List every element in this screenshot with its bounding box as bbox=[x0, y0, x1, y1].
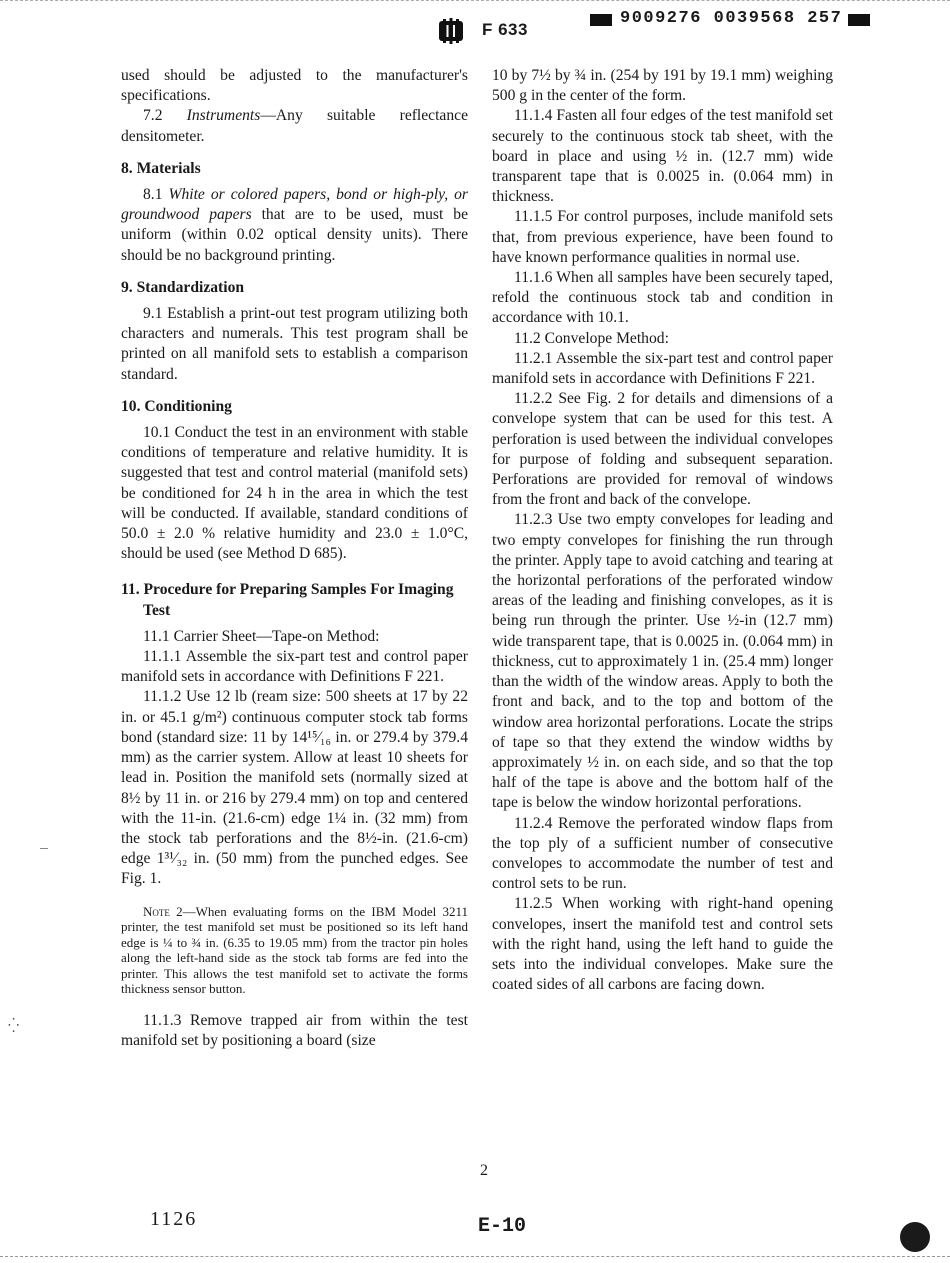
section-heading-11: 11. Procedure for Preparing Samples For Imaging Test bbox=[121, 581, 454, 619]
scan-edge-bottom bbox=[0, 1256, 950, 1258]
paragraph-11-2-1: 11.2.1 Assemble the six-part test and control paper manifold sets in accordance with Definitions F 221. bbox=[492, 349, 833, 388]
paragraph-11-1-5: 11.1.5 For control purposes, include manifold sets that, from previous experience, have been found to have known performance qualities in normal use. bbox=[492, 208, 833, 266]
footer-center-code: E-10 bbox=[478, 1215, 527, 1238]
page-number: 2 bbox=[480, 1162, 488, 1179]
paragraph-11-1-6: 11.1.6 When all samples have been securely taped, refold the continuous stock tab and condition in accordance with 10.1. bbox=[492, 269, 833, 327]
note-2: Note 2—When evaluating forms on the IBM Model 3211 printer, the test manifold set must be positioned so its left hand edge is ¼ to ¾ in. (6.35 to 19.05 mm) from the tractor pin holes along the left-hand side as the stock tab forms are fed into the printer. This allows the test manifold set to activate the forms thickness sensor button. bbox=[121, 903, 468, 997]
paragraph-10-1: 10.1 Conduct the test in an environment with stable conditions of temperature and relative humidity. It is suggested that test and control material (manifold sets) be conditioned for 24 h in the area in which the test will be conducted. If available, standard conditions of 50.0 ± 2.0 % relative humidity and 23.0 ± 1.0°C, should be used (see Method D 685). bbox=[121, 424, 468, 563]
barcode-mark-right bbox=[848, 14, 870, 26]
paragraph-11-2-5: 11.2.5 When working with right-hand opening convelopes, insert the manifold test and control sets with the right hand, using the left hand to guide the sets into the individual convelopes. Make sure the coated sides of all carbons are facing down. bbox=[492, 895, 833, 994]
scan-dash-mark bbox=[40, 848, 48, 849]
footer-left-code: 1126 bbox=[150, 1208, 198, 1230]
paragraph-11-1: 11.1 Carrier Sheet—Tape-on Method: bbox=[143, 627, 380, 645]
paragraph-7-2: 7.2 Instruments—Any suitable reflectance densitometer. bbox=[121, 107, 468, 145]
paragraph-11-1-2: 11.1.2 Use 12 lb (ream size: 500 sheets at 17 by 22 in. or 45.1 g/m²) continuous computer stock tab forms bond (standard size: 11 by 14¹⁵⁄₁₆ in. or 279.4 by 379.4 mm) as the carrier system. Allow at least 10 sheets for lead in. Position the manifold sets (normally sized at 8½ by 11 in. or 216 by 279.4 mm) on top and centered with the 11-in. (21.6-cm) edge 1¼ in. (32 mm) from the stock tab perforations and the 8½-in. (21.6-cm) edge 1³¹⁄₃₂ in. (50 mm) from the punched edges. See Fig. 1. bbox=[121, 688, 468, 888]
scan-blot-mark bbox=[900, 1222, 930, 1252]
paragraph-11-2-2: 11.2.2 See Fig. 2 for details and dimensions of a convelope system that can be used for this test. A perforation is used between the individual convelopes for purpose of folding and subsequent separation. Perforations are provided for removal of windows from the front and back of the convelope. bbox=[492, 390, 833, 509]
standard-designation: F 633 bbox=[482, 20, 528, 39]
paragraph-11-1-1: 11.1.1 Assemble the six-part test and control paper manifold sets in accordance with Definitions F 221. bbox=[121, 648, 468, 686]
paragraph: used should be adjusted to the manufacturer's specifications. bbox=[121, 67, 468, 105]
scan-speck-mark: ⁛ bbox=[8, 1019, 20, 1034]
document-code: 9009276 0039568 257 bbox=[620, 9, 843, 28]
paragraph: 10 by 7½ by ¾ in. (254 by 191 by 19.1 mm) weighing 500 g in the center of the form. bbox=[492, 67, 833, 105]
right-column bbox=[492, 66, 833, 995]
section-heading-10: 10. Conditioning bbox=[121, 397, 232, 415]
scan-edge-top bbox=[0, 0, 950, 3]
paragraph-8-1: 8.1 White or colored papers, bond or high-ply, or groundwood papers that are to be used, must be uniform (within 0.02 optical density units). There should be no background printing. bbox=[121, 186, 468, 264]
paragraph-11-1-4: 11.1.4 Fasten all four edges of the test manifold set securely to the continuous stock tab sheet, with the board in place and using ½ in. (12.7 mm) wide transparent tape that is 0.0025 in. (0.064 mm) in thickness. bbox=[492, 107, 833, 206]
paragraph-9-1: 9.1 Establish a print-out test program utilizing both characters and numerals. This test program shall be printed on all manifold sets to establish a comparison standard. bbox=[121, 305, 468, 383]
section-heading-8: 8. Materials bbox=[121, 159, 201, 177]
paragraph-11-2-4: 11.2.4 Remove the perforated window flaps from the top ply of a sufficient number of consecutive convelopes to accommodate the number of test and control sets to be run. bbox=[492, 814, 833, 893]
section-heading-9: 9. Standardization bbox=[121, 278, 245, 296]
paragraph-11-1-3: 11.1.3 Remove trapped air from within the test manifold set by positioning a board (size bbox=[121, 1011, 468, 1049]
paragraph-11-2-3: 11.2.3 Use two empty convelopes for leading and two empty convelopes for finishing the run through the printer. Apply tape to avoid catching and tearing at the horizontal perforations of the perforated window areas of the leading and finishing convelopes, as it is being run through the printer. Use ½-in (12.7 mm) wide transparent tape, that is 0.0025 in. (0.064 mm) in thickness, cut to approximately 1 in. (25.4 mm) longer than the width of the window areas. Apply to both the front and back, and to the top and bottom of the window area horizontal perforations. Locate the strips of tape so that they extend the window widths by approximately ½ in. on each side, and so that the top half of the tape is above and the bottom half of the tape is below the window horizontal perforations. bbox=[492, 511, 833, 812]
paragraph-11-2: 11.2 Convelope Method: bbox=[514, 329, 669, 347]
left-column bbox=[121, 66, 468, 1051]
barcode-mark-left bbox=[590, 14, 612, 26]
astm-logo-icon bbox=[438, 17, 464, 45]
